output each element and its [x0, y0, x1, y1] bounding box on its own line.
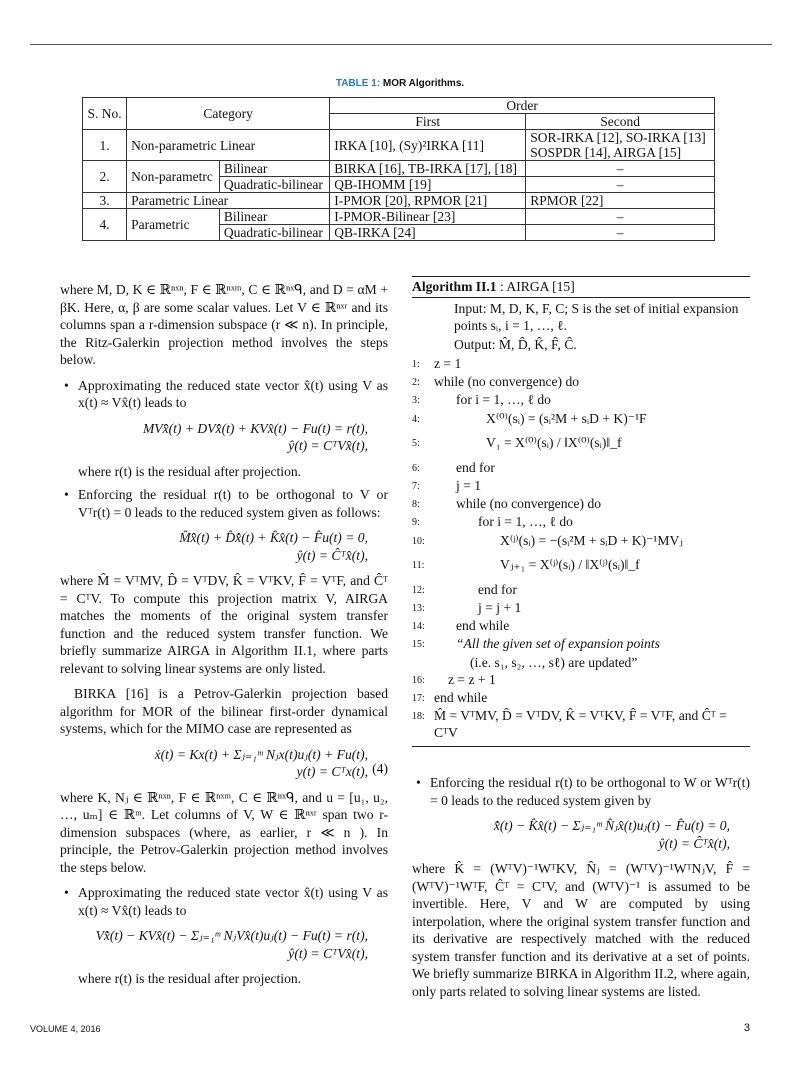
cell-first: BIRKA [16], TB-IRKA [17], [18]	[330, 161, 526, 177]
cell-first: QB-IHOMM [19]	[330, 177, 526, 193]
algorithm-line	[412, 428, 750, 459]
header-second: Second	[526, 114, 715, 130]
algorithm-label: Algorithm II.1	[412, 279, 497, 294]
line-text: while (no convergence) do	[456, 496, 602, 512]
bullet-icon: •	[64, 377, 69, 393]
table-caption-title: MOR Algorithms.	[380, 78, 465, 89]
paragraph: where M̂ = VᵀMV, D̂ = VᵀDV, K̂ = VᵀKV, F̂ = VᵀF, and Ĉᵀ = CᵀV. To compute this projection matrix V, AIRGA matches the moments of the original system transfer function and the reduced system transfer function. We briefly summarize AIRGA in Algorithm II.1, where parts relevant to solving linear systems are only listed.	[60, 573, 388, 676]
algorithm-line	[412, 391, 750, 409]
bullet-text: where r(t) is the residual after projection.	[78, 971, 302, 986]
algorithm-line	[412, 410, 750, 428]
equation-4	[60, 746, 388, 781]
cell-second-line: SOR-IRKA [12], SO-IRKA [13]	[530, 130, 706, 145]
cell-second	[526, 130, 715, 161]
header-category: Category	[127, 98, 330, 130]
algorithm-line	[412, 617, 750, 635]
algorithm-body	[412, 298, 750, 747]
bullet-item	[60, 377, 388, 481]
cell-second: RPMOR [22]	[526, 193, 715, 209]
line-text: end for	[478, 581, 517, 597]
equation-line: MVx̂̈(t) + DVx̂̇(t) + KVx̂(t) − Fu(t) = r(t),	[142, 420, 368, 436]
footer-volume: VOLUME 4, 2016	[30, 1024, 101, 1034]
header-sno: S. No.	[83, 98, 127, 130]
line-number: 1:	[412, 359, 420, 370]
cell-second-line: SOSPDR [14], AIRGA [15]	[530, 145, 682, 160]
cell-category: Parametric	[127, 209, 220, 241]
line-number: 10:	[412, 535, 425, 547]
table-row	[83, 193, 715, 209]
bullet-text: Enforcing the residual r(t) to be orthogonal to W or Wᵀr(t) = 0 leads to the reduced system given by	[430, 775, 750, 808]
cell-category: Non-parametric Linear	[127, 130, 330, 161]
bullet-icon: •	[64, 487, 69, 502]
line-number: 11:	[412, 559, 425, 571]
algorithm-line	[412, 689, 750, 707]
paragraph: where M, D, K ∈ ℝⁿˣⁿ, F ∈ ℝⁿˣᵐ, C ∈ ℝⁿˣᑫ, and D = αM + βK. Here, α, β are some scalar values. Let V ∈ ℝⁿˣʳ and its columns span a r-dimension subspace (r ≪ n). In principle, the Ritz-Galerkin projection method involves the steps below.	[60, 282, 388, 367]
equation-line: ŷ(t) = CᵀVx̂(t),	[288, 438, 368, 453]
algorithm-box	[412, 276, 750, 747]
line-number: 17:	[412, 693, 425, 705]
table-row	[83, 130, 715, 161]
line-text: z = z + 1	[448, 671, 496, 687]
mor-algorithms-table	[82, 97, 715, 241]
bullet-icon: •	[64, 885, 69, 900]
cell-sno: 2.	[83, 161, 127, 193]
cell-second: –	[526, 161, 715, 177]
cell-first: IRKA [10], (Sy)²IRKA [11]	[330, 130, 526, 161]
equation	[430, 817, 750, 852]
line-text: “All the given set of expansion points	[456, 636, 660, 652]
bullet-item	[60, 486, 388, 564]
algorithm-line	[412, 550, 750, 581]
equation	[78, 529, 388, 564]
line-number: 15:	[412, 639, 425, 651]
cell-sno: 3.	[83, 193, 127, 209]
line-number: 5:	[412, 437, 420, 449]
equation-line: y(t) = Cᵀx(t),	[296, 764, 368, 779]
algorithm-line	[412, 599, 750, 617]
line-text: X⁽⁰⁾(sᵢ) = (sᵢ²M + sᵢD + K)⁻¹F	[486, 410, 647, 426]
algorithm-line	[412, 581, 750, 599]
cell-second: –	[526, 225, 715, 241]
footer-page-number: 3	[743, 1022, 750, 1034]
line-number: 16:	[412, 674, 425, 686]
line-text: z = 1	[434, 356, 462, 371]
table-caption	[0, 78, 800, 89]
line-number: 18:	[412, 711, 425, 723]
equation-line: Vx̂̇(t) − KVx̂(t) − Σⱼ₌₁ᵐ NⱼVx̂(t)uⱼ(t) − Fu(t) = r(t),	[95, 928, 368, 943]
equation-line: ẋ(t) = Kx(t) + Σⱼ₌₁ᵐ Nⱼx(t)uⱼ(t) + Fu(t),	[154, 746, 368, 762]
cell-subcategory: Quadratic-bilinear	[219, 225, 329, 241]
equation-line: x̂̇(t) − K̂x̂(t) − Σⱼ₌₁ᵐ N̂ⱼx̂(t)uⱼ(t) − F̂u(t) = 0,	[493, 818, 730, 833]
cell-second: –	[526, 177, 715, 193]
line-text: (i.e. s₁, s₂, …, sℓ) are updated”	[470, 654, 638, 670]
line-number: 6:	[412, 462, 420, 474]
line-number: 2:	[412, 377, 420, 389]
line-number: 12:	[412, 584, 425, 596]
algorithm-line	[412, 495, 750, 513]
paragraph: where K̂ = (WᵀV)⁻¹WᵀKV, N̂ⱼ = (WᵀV)⁻¹WᵀNⱼV, F̂ = (WᵀV)⁻¹WᵀF, Ĉᵀ = CᵀV, and (WᵀV)⁻¹ is assumed to be invertible. Here, V and W are computed by using interpolation, where the original system transfer function and its derivative are respectively matched with the reduced system transfer function and its derivative at a set of points. We briefly summarize BIRKA in Algorithm II.2, where again, only parts related to solving linear systems are listed.	[412, 861, 750, 999]
equation	[78, 420, 388, 455]
line-text: M̂ = VᵀMV, D̂ = VᵀDV, K̂ = VᵀKV, F̂ = VᵀF, and Ĉᵀ = CᵀV	[434, 708, 727, 741]
table-row	[83, 209, 715, 225]
line-text: Vⱼ₊₁ = X⁽ʲ⁾(sᵢ) / ‖X⁽ʲ⁾(sᵢ)‖_f	[500, 556, 640, 572]
line-text: X⁽ʲ⁾(sᵢ) = −(sᵢ²M + sᵢD + K)⁻¹MVⱼ	[500, 532, 683, 548]
algorithm-name: : AIRGA [15]	[496, 279, 575, 294]
algorithm-line	[412, 477, 750, 495]
bullet-text: Enforcing the residual r(t) to be orthogonal to V or Vᵀr(t) = 0 leads to the reduced system given as follows:	[78, 487, 388, 520]
bullet-text: where r(t) is the residual after projection.	[78, 463, 302, 479]
algorithm-line	[412, 513, 750, 531]
line-number: 9:	[412, 517, 420, 529]
algorithm-line	[412, 671, 750, 689]
bullet-text: Approximating the reduced state vector x̂(t) using V as x(t) ≈ Vx̂(t) leads to	[78, 885, 388, 918]
equation-number: (4)	[372, 760, 388, 776]
equation-line: ŷ(t) = Ĉᵀx̂(t),	[296, 547, 368, 563]
algorithm-title	[412, 276, 750, 298]
line-number: 4:	[412, 413, 420, 425]
line-number: 13:	[412, 603, 425, 615]
bullet-icon: •	[416, 775, 421, 790]
cell-first: QB-IRKA [24]	[330, 225, 526, 241]
line-number: 3:	[412, 395, 420, 407]
line-number: 8:	[412, 499, 420, 511]
cell-subcategory: Bilinear	[219, 161, 329, 177]
table-row	[83, 161, 715, 177]
cell-subcategory: Quadratic-bilinear	[219, 177, 329, 193]
line-text: end while	[456, 618, 510, 634]
right-column	[412, 768, 750, 1008]
equation-line: M̂x̂̈(t) + D̂x̂̇(t) + K̂x̂(t) − F̂u(t) = 0,	[179, 530, 368, 545]
equation	[78, 927, 388, 962]
cell-subcategory: Bilinear	[219, 209, 329, 225]
algorithm-line	[412, 654, 750, 671]
cell-first: I-PMOR-Bilinear [23]	[330, 209, 526, 225]
line-text: for i = 1, …, ℓ do	[456, 392, 551, 408]
line-number	[412, 654, 434, 671]
line-text: end while	[434, 690, 488, 706]
cell-first: I-PMOR [20], RPMOR [21]	[330, 193, 526, 209]
algorithm-line	[412, 373, 750, 391]
bullet-text: Approximating the reduced state vector x̂(t) using V as x(t) ≈ Vx̂(t) leads to	[78, 377, 388, 410]
line-text: j = j + 1	[478, 600, 522, 616]
algorithm-line	[412, 355, 750, 373]
cell-sno: 1.	[83, 130, 127, 161]
bullet-item	[412, 774, 750, 852]
paragraph: where K, Nⱼ ∈ ℝⁿˣⁿ, F ∈ ℝⁿˣᵐ, C ∈ ℝⁿˣᑫ, and u = [u₁, u₂, …, uₘ] ∈ ℝᵐ. Let columns of V, W ∈ ℝⁿˣʳ span two r-dimension subspaces (where, as earlier, r ≪ n ). In principle, the Petrov-Galerkin projection method involves the steps below.	[60, 789, 388, 875]
line-text: V₁ = X⁽⁰⁾(sᵢ) / ‖X⁽⁰⁾(sᵢ)‖_f	[486, 434, 622, 450]
algorithm-line	[412, 635, 750, 653]
line-text: j = 1	[456, 478, 482, 494]
equation-line: ŷ(t) = Ĉᵀx̂(t),	[658, 835, 730, 851]
line-number: 7:	[412, 481, 420, 493]
line-text: while (no convergence) do	[434, 374, 580, 390]
algorithm-input: Input: M, D, K, F, C; S is the set of initial expansion points sᵢ, i = 1, …, ℓ.	[454, 301, 739, 333]
table-caption-label: TABLE 1:	[335, 78, 381, 89]
algorithm-line	[412, 707, 750, 741]
header-order: Order	[330, 98, 715, 114]
line-text: for i = 1, …, ℓ do	[478, 514, 573, 530]
cell-second: –	[526, 209, 715, 225]
left-column	[60, 281, 388, 994]
algorithm-line	[412, 532, 750, 550]
header-rule	[30, 44, 772, 45]
line-number: 14:	[412, 621, 425, 633]
algorithm-output: Output: M̂, D̂, K̂, F̂, Ĉ.	[454, 337, 577, 352]
cell-category: Non-parametrc	[127, 161, 220, 193]
equation-line: ŷ(t) = CᵀVx̂(t),	[288, 945, 368, 961]
bullet-item	[60, 884, 388, 988]
algorithm-line	[412, 459, 750, 477]
cell-category: Parametric Linear	[127, 193, 330, 209]
paragraph: BIRKA [16] is a Petrov-Galerkin projection based algorithm for MOR of the bilinear first-order dynamical systems, which for the MIMO case are represented as	[60, 686, 388, 736]
line-text: end for	[456, 459, 495, 475]
header-first: First	[330, 114, 526, 130]
cell-sno: 4.	[83, 209, 127, 241]
